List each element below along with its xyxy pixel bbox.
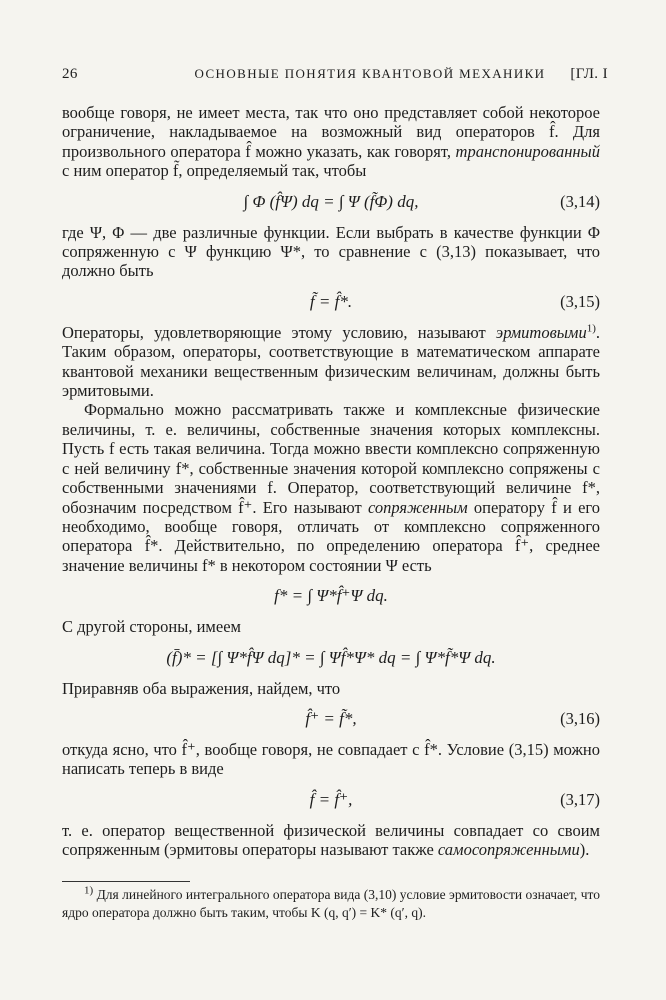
equation-formula: f̂⁺ = f̃*, [305, 708, 357, 728]
page-number: 26 [62, 66, 78, 82]
paragraph: т. е. оператор вещественной физической величины совпадает со своим сопряженным (эрмитовы операторы называют также самосопряженными). [62, 820, 600, 860]
equation-formula: (f̄)* = [∫ Ψ*f̂Ψ dq]* = ∫ Ψf̂*Ψ* dq = ∫ Ψ*f̃*Ψ dq. [166, 647, 496, 667]
equation-number: (3,16) [560, 708, 600, 728]
equation-number: (3,17) [560, 789, 600, 809]
equation-formula: f̂ = f̂⁺, [309, 789, 353, 809]
footnote-divider [62, 881, 190, 882]
page-header [62, 66, 608, 88]
paragraph: С другой стороны, имеем [62, 617, 241, 637]
paragraph: откуда ясно, что f̂⁺, вообще говоря, не совпадает с f̂*. Условие (3,15) можно написать теперь в виде [62, 739, 600, 779]
equation-3-17 [62, 783, 600, 817]
equation-formula: ∫ Φ (f̂Ψ) dq = ∫ Ψ (f̃Φ) dq, [243, 191, 419, 211]
main-text [62, 103, 600, 860]
footnote-text: Для линейного интегрального оператора вида (3,10) условие эрмитовости означает, что ядро оператора должно быть таким, чтобы K (q, q′) = K* (q′, q). [62, 887, 600, 920]
chapter-marker: [ГЛ. I [570, 66, 608, 82]
equation-3-14 [62, 185, 600, 219]
equation-formula: f̃ = f̂*. [309, 291, 353, 311]
paragraph: Операторы, удовлетворяющие этому условию, называют эрмитовыми$^{1)}$. Таким образом, операторы, соответствующие в математическом аппарате квантовой механики вещественным физическим величинам, должны быть эрмитовыми. [62, 322, 600, 401]
equation-3-16 [62, 702, 600, 736]
running-title: ОСНОВНЫЕ ПОНЯТИЯ КВАНТОВОЙ МЕХАНИКИ [194, 66, 546, 81]
paragraph: вообще говоря, не имеет места, так что оно представляет собой некоторое ограничение, накладываемое на возможный вид операторов f̂. Для произвольного оператора f̂ можно указать, как говорят, транспонированный с ним оператор f̃, определяемый так, чтобы [62, 103, 600, 181]
paragraph: Формально можно рассматривать также и комплексные физические величины, т. е. величины, собственные значения которых комплексны. Пусть f есть такая величина. Тогда можно ввести комплексно сопряженную с ней величину f*, собственные значения которой комплексно сопряжены с собственными значениями f. Оператор, соответствующий величине f*, обозначим посредством f̂⁺. Его называют сопряженным оператору f̂ и его необходимо, вообще говоря, отличать от комплексно сопряженного оператора f̂*. Действительно, по определению оператора f̂⁺, среднее значение величины f* в некотором состоянии Ψ есть [62, 400, 600, 575]
paragraph: Приравняв оба выражения, найдем, что [62, 678, 341, 698]
equation-formula: f* = ∫ Ψ*f̂⁺Ψ dq. [274, 586, 388, 606]
equation-number: (3,15) [560, 291, 600, 311]
footnote [62, 886, 600, 922]
equation-mean-value [62, 579, 600, 613]
footnote-mark: 1) [84, 884, 94, 897]
equation-3-15 [62, 285, 600, 319]
equation-number: (3,14) [560, 191, 600, 211]
equation-conjugate [62, 641, 600, 675]
footnote-ref: 1) [586, 322, 596, 335]
paragraph: где Ψ, Φ — две различные функции. Если выбрать в качестве функции Φ сопряженную с Ψ функцию Ψ*, то сравнение с (3,13) показывает, что должно быть [62, 222, 600, 281]
